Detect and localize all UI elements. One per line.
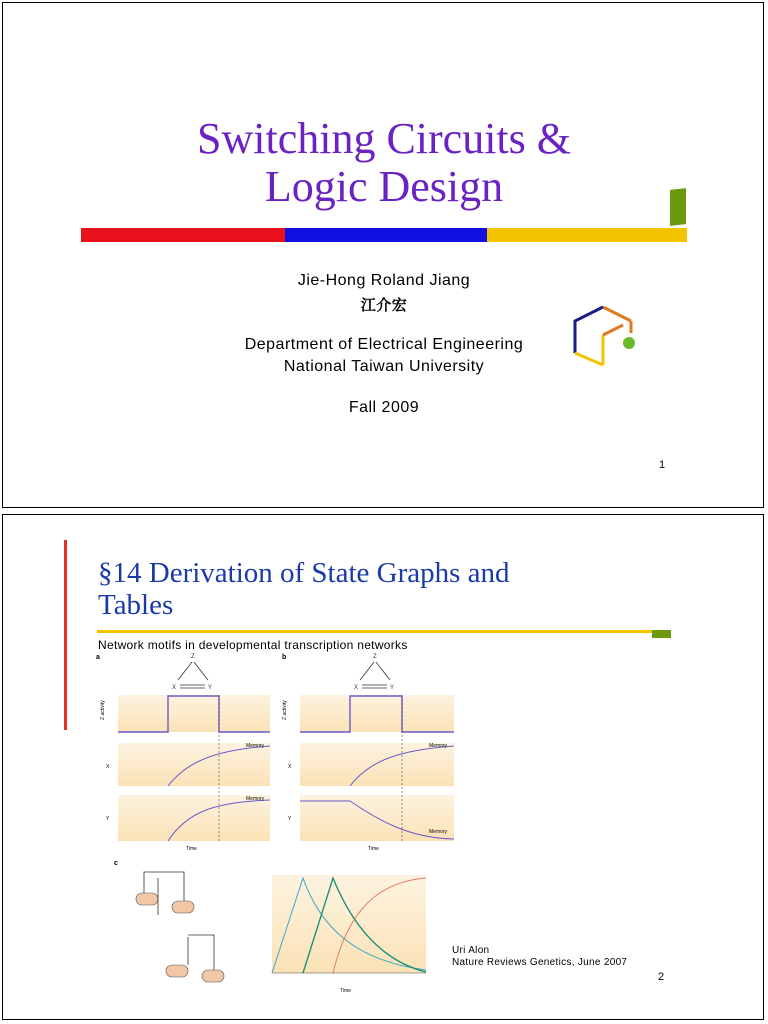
title-slide	[2, 2, 764, 508]
xlabel-b: Time	[368, 846, 379, 852]
slide-title	[98, 557, 510, 621]
svg-text:X: X	[172, 685, 177, 691]
svg-text:Z: Z	[373, 654, 377, 660]
accent-vertical-line	[64, 540, 67, 730]
title-line-2: Tables	[98, 589, 174, 621]
ylabel-x-b: X	[288, 764, 292, 770]
panel-label-b: b	[282, 654, 287, 661]
svg-text:Y: Y	[208, 685, 213, 691]
memory-label-b1: Memory	[429, 743, 448, 749]
term: Fall 2009	[348, 399, 420, 416]
title-line-1: §14 Derivation of State Graphs and	[98, 557, 510, 589]
title-underline-green	[652, 630, 671, 638]
author-name: Jie-Hong Roland Jiang	[297, 272, 471, 289]
title-line-2: Logic Design	[264, 162, 504, 211]
memory-label-b2: Memory	[429, 829, 448, 835]
title-line-1: Switching Circuits &	[197, 114, 571, 163]
figure-credit	[452, 945, 627, 969]
green-accent-tab	[670, 188, 686, 226]
figure-title: Network motifs in developmental transcription networks	[98, 638, 408, 652]
svg-text:Y: Y	[390, 685, 395, 691]
ylabel-y-a: Y	[106, 816, 110, 822]
memory-label-a2: Memory	[246, 796, 265, 802]
slide-title	[3, 115, 765, 211]
xlabel-c: Time	[340, 988, 351, 994]
title-bar-blue	[285, 228, 487, 242]
ylabel-z-b: Z activity	[282, 700, 288, 720]
panel-label-c: c	[114, 860, 118, 867]
university: National Taiwan University	[283, 358, 485, 375]
credit-source: Nature Reviews Genetics, June 2007	[452, 957, 628, 968]
credit-author: Uri Alon	[452, 945, 490, 956]
ylabel-z-a: Z activity	[100, 700, 106, 720]
department: Department of Electrical Engineering	[244, 336, 524, 353]
motif-diagram-b	[354, 654, 394, 691]
title-underline-yellow	[97, 630, 671, 633]
panel-a-plots	[100, 695, 270, 852]
ylabel-x-a: X	[106, 764, 110, 770]
panel-c-cascade-diagram	[136, 872, 224, 982]
memory-label-a1: Memory	[246, 743, 265, 749]
network-motif-figure	[88, 650, 460, 995]
motif-diagram-a	[172, 654, 212, 691]
panel-label-a: a	[96, 654, 100, 661]
panel-b-plots	[282, 695, 454, 852]
svg-text:Z: Z	[191, 654, 195, 660]
author-chinese-name: 江介宏	[360, 297, 408, 314]
page-number: 1	[659, 459, 666, 471]
title-bar-red	[81, 228, 285, 242]
page-number: 2	[658, 971, 665, 983]
ylabel-y-b: Y	[288, 816, 292, 822]
title-bar-yellow	[487, 228, 687, 242]
svg-text:X: X	[354, 685, 359, 691]
panel-c-time-course	[272, 875, 426, 994]
university-logo-icon	[569, 303, 639, 373]
xlabel-a: Time	[186, 846, 197, 852]
